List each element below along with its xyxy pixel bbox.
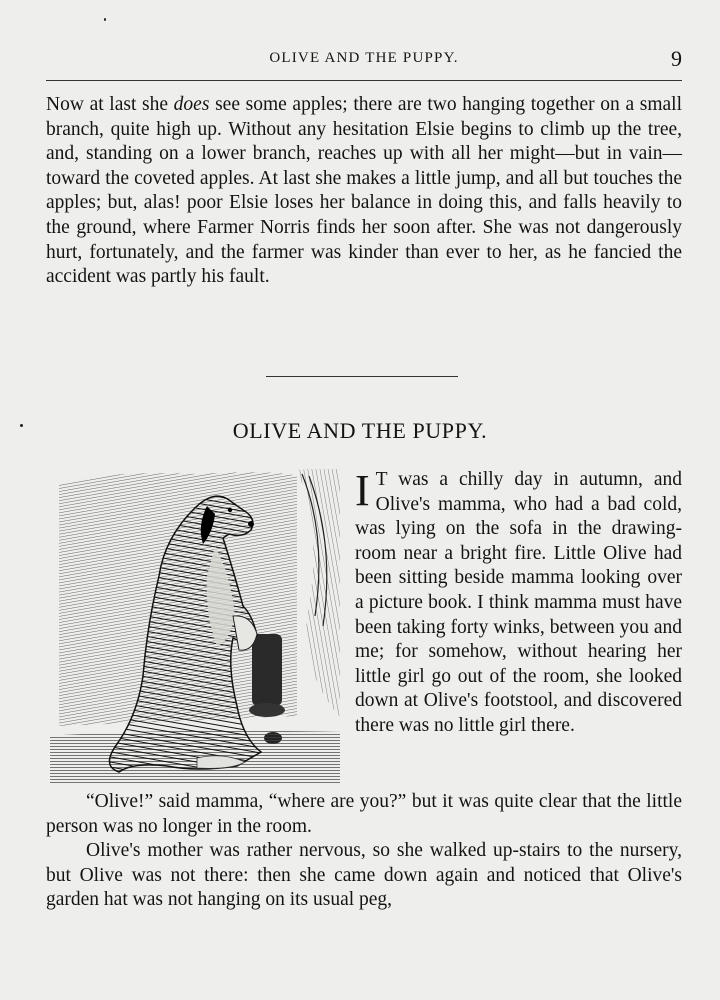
page-number: 9 xyxy=(671,46,682,71)
story-title: OLIVE AND THE PUPPY. xyxy=(232,418,488,443)
paragraph-text-start: Now at last she xyxy=(46,94,174,115)
opening-text: T was a chilly day in autumn, and Olive's mamma, who had a bad cold, was lying on the sofa in the drawing-room near a bright fire. Little Olive had been sitting beside mamma looking over a picture book. I think mamma must have been taking forty winks, between you and me; for somehow, without hearing her little girl go out of the room, she looked down at Olive's footstool, and discovered there was no little girl there. xyxy=(355,469,682,736)
print-speck xyxy=(104,18,106,21)
previous-story-paragraph xyxy=(46,93,682,290)
dog-engraving-icon xyxy=(47,466,343,786)
story-paragraph-2: “Olive!” said mamma, “where are you?” but it was quite clear that the little person was no longer in the room. xyxy=(46,791,682,837)
print-speck xyxy=(20,424,23,427)
running-head xyxy=(46,46,682,78)
drop-cap: I xyxy=(355,466,370,515)
story-paragraph-3: Olive's mother was rather nervous, so she walked up-stairs to the nursery, but Olive was not there: then she came down again and noticed that Olive's garden hat was not hanging on its usual peg, xyxy=(46,840,682,911)
running-title: OLIVE AND THE PUPPY. xyxy=(269,50,459,66)
paragraph-text-end: see some apples; there are two hanging together on a small branch, quite high up. Without any hesitation Elsie begins to climb up the tree, and, standing on a lower branch, reaches up with all her might—but in vain—toward the coveted apples. At last she makes a little jump, and all but touches the apples; but, alas! poor Elsie loses her balance in doing this, and falls heavily to the ground, where Farmer Norris finds her soon after. She was not dangerously hurt, fortunately, and the farmer was kinder than ever to her, as he fancied the accident was partly his fault. xyxy=(46,94,683,288)
header-rule xyxy=(46,80,682,81)
section-divider xyxy=(266,376,458,377)
emphasized-word: does xyxy=(173,94,210,115)
story-opening-paragraph xyxy=(355,468,682,739)
